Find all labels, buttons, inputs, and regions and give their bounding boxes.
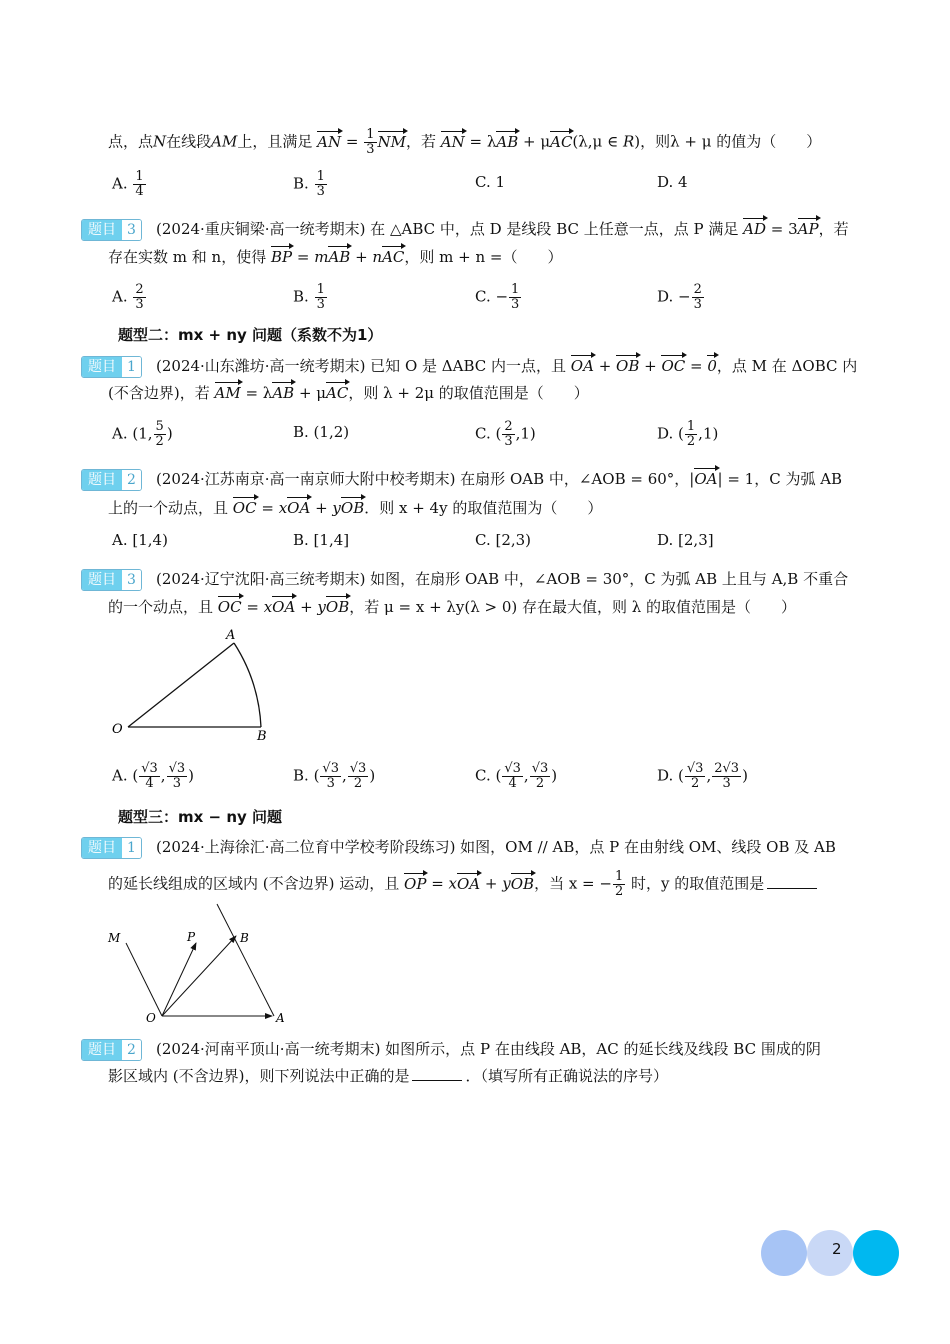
answer-blank (767, 888, 817, 889)
page-number: 2 (832, 1240, 842, 1258)
question-tag: 题目 1 (81, 837, 142, 859)
q3-line2: 存在实数 m 和 n，使得 BP = mAB + nAC，则 m + n =（ ） (108, 248, 563, 266)
s3q2-line1: (2024·河南平顶山·高一统考期末) 如图所示，点 P 在由线段 AB，AC 的延长线及线段 BC 围成的阴 (156, 1040, 821, 1058)
option-a: A. $\frac{2}{3}$ (112, 282, 144, 312)
label-m: M (108, 931, 121, 945)
option-c: C. 1 (475, 173, 506, 191)
option-d: D. ( $\frac{√3}{2}$ , $\frac{2√3}{3}$ ) (657, 761, 748, 791)
s2q3-line1: (2024·辽宁沈阳·高三统考期末) 如图，在扇形 OAB 中，∠AOB = 30°，C 为弧 AB 上且与 A,B 不重合 (156, 570, 849, 588)
option-c: C. − $\frac{1}{3}$ (475, 282, 520, 312)
option-b: B. $\frac{1}{3}$ (293, 282, 325, 312)
circle-right (853, 1230, 899, 1276)
question-tag: 题目 1 (81, 356, 142, 378)
option-a: A. [1,4) (112, 531, 168, 549)
circle-left (761, 1230, 807, 1276)
option-b: B. ( $\frac{√3}{3}$ , $\frac{√3}{2}$ ) (293, 761, 376, 791)
s3q1-line1: (2024·上海徐汇·高二位育中学校考阶段练习) 如图，OM // AB，点 P 在由射线 OM、线段 OB 及 AB (156, 838, 836, 856)
sector-figure (100, 620, 280, 750)
option-c: C. [2,3) (475, 531, 532, 549)
label-b: B (257, 729, 267, 744)
question-tag: 题目 2 (81, 469, 142, 491)
option-d: D. 4 (657, 173, 688, 191)
ray-om (126, 943, 162, 1016)
label-a: A (226, 628, 236, 643)
option-c: C. ( $\frac{2}{3}$ ,1) (475, 419, 536, 449)
option-d: D. ( $\frac{1}{2}$ ,1) (657, 419, 719, 449)
section-title-2: 题型二：mx + ny 问题（系数不为1） (118, 326, 383, 344)
s2q1-line2: (不含边界)，若 AM = λAB + μAC，则 λ + 2μ 的取值范围是（ ） (108, 384, 589, 402)
section-title-3: 题型三：mx − ny 问题 (118, 808, 282, 826)
prev-question-line: 点，点N在线段AM上，且满足 AN = $\frac{1}{3}$ NM，若 AN = λAB + μAC(λ,μ ∈ R)，则λ + μ 的值为（ ） (108, 127, 822, 157)
s2q3-line2: 的一个动点，且 OC = xOA + yOB，若 μ = x + λy(λ > 0) 存在最大值，则 λ 的取值范围是（ ） (108, 598, 797, 616)
question-tag: 题目 3 (81, 569, 142, 591)
s2q2-line1: (2024·江苏南京·高一南京师大附中校考期末) 在扇形 OAB 中，∠AOB = 60°，|OA| = 1，C 为弧 AB (156, 470, 843, 488)
vector-op (162, 943, 196, 1016)
segment-oa (128, 643, 234, 727)
s3q1-line2: 的延长线组成的区域内 (不含边界) 运动，且 OP = xOA + yOB，当 x = − $\frac{1}{2}$ 时，y 的取值范围是 (108, 870, 820, 899)
arc-ab (234, 643, 261, 727)
option-b: B. $\frac{1}{3}$ (293, 169, 325, 199)
region-figure (100, 898, 300, 1026)
option-b: B. (1,2) (293, 423, 350, 441)
question-tag: 题目 2 (81, 1039, 142, 1061)
option-a: A. ( $\frac{√3}{4}$ , $\frac{√3}{3}$ ) (112, 761, 194, 791)
option-a: A. $\frac{1}{4}$ (112, 169, 144, 199)
line-ab-extended (217, 904, 274, 1016)
circle-middle (807, 1230, 853, 1276)
option-a: A. (1, $\frac{5}{2}$ ) (112, 419, 173, 449)
option-b: B. [1,4] (293, 531, 350, 549)
label-o: O (112, 722, 123, 737)
option-d: D. − $\frac{2}{3}$ (657, 282, 702, 312)
option-d: D. [2,3] (657, 531, 714, 549)
s2q2-line2: 上的一个动点，且 OC = xOA + yOB．则 x + 4y 的取值范围为（ ） (108, 499, 603, 517)
s2q1-line1: (2024·山东潍坊·高一统考期末) 已知 O 是 ΔABC 内一点，且 OA + OB + OC = 0，点 M 在 ΔOBC 内 (156, 357, 858, 375)
label-p: P (187, 930, 196, 944)
option-c: C. ( $\frac{√3}{4}$ , $\frac{√3}{2}$ ) (475, 761, 558, 791)
page-number-decoration (761, 1230, 901, 1278)
label-o: O (146, 1011, 156, 1025)
label-b: B (240, 931, 249, 945)
question-tag: 题目 3 (81, 219, 142, 241)
q3-line1: (2024·重庆铜梁·高一统考期末) 在 △ABC 中，点 D 是线段 BC 上任意一点，点 P 满足 AD = 3AP，若 (156, 220, 849, 238)
answer-blank (412, 1080, 462, 1081)
s3q2-line2: 影区域内 (不含边界)，则下列说法中正确的是 ．（填写所有正确说法的序号） (108, 1067, 668, 1085)
label-a: A (276, 1011, 285, 1025)
vector-ob (162, 936, 236, 1016)
